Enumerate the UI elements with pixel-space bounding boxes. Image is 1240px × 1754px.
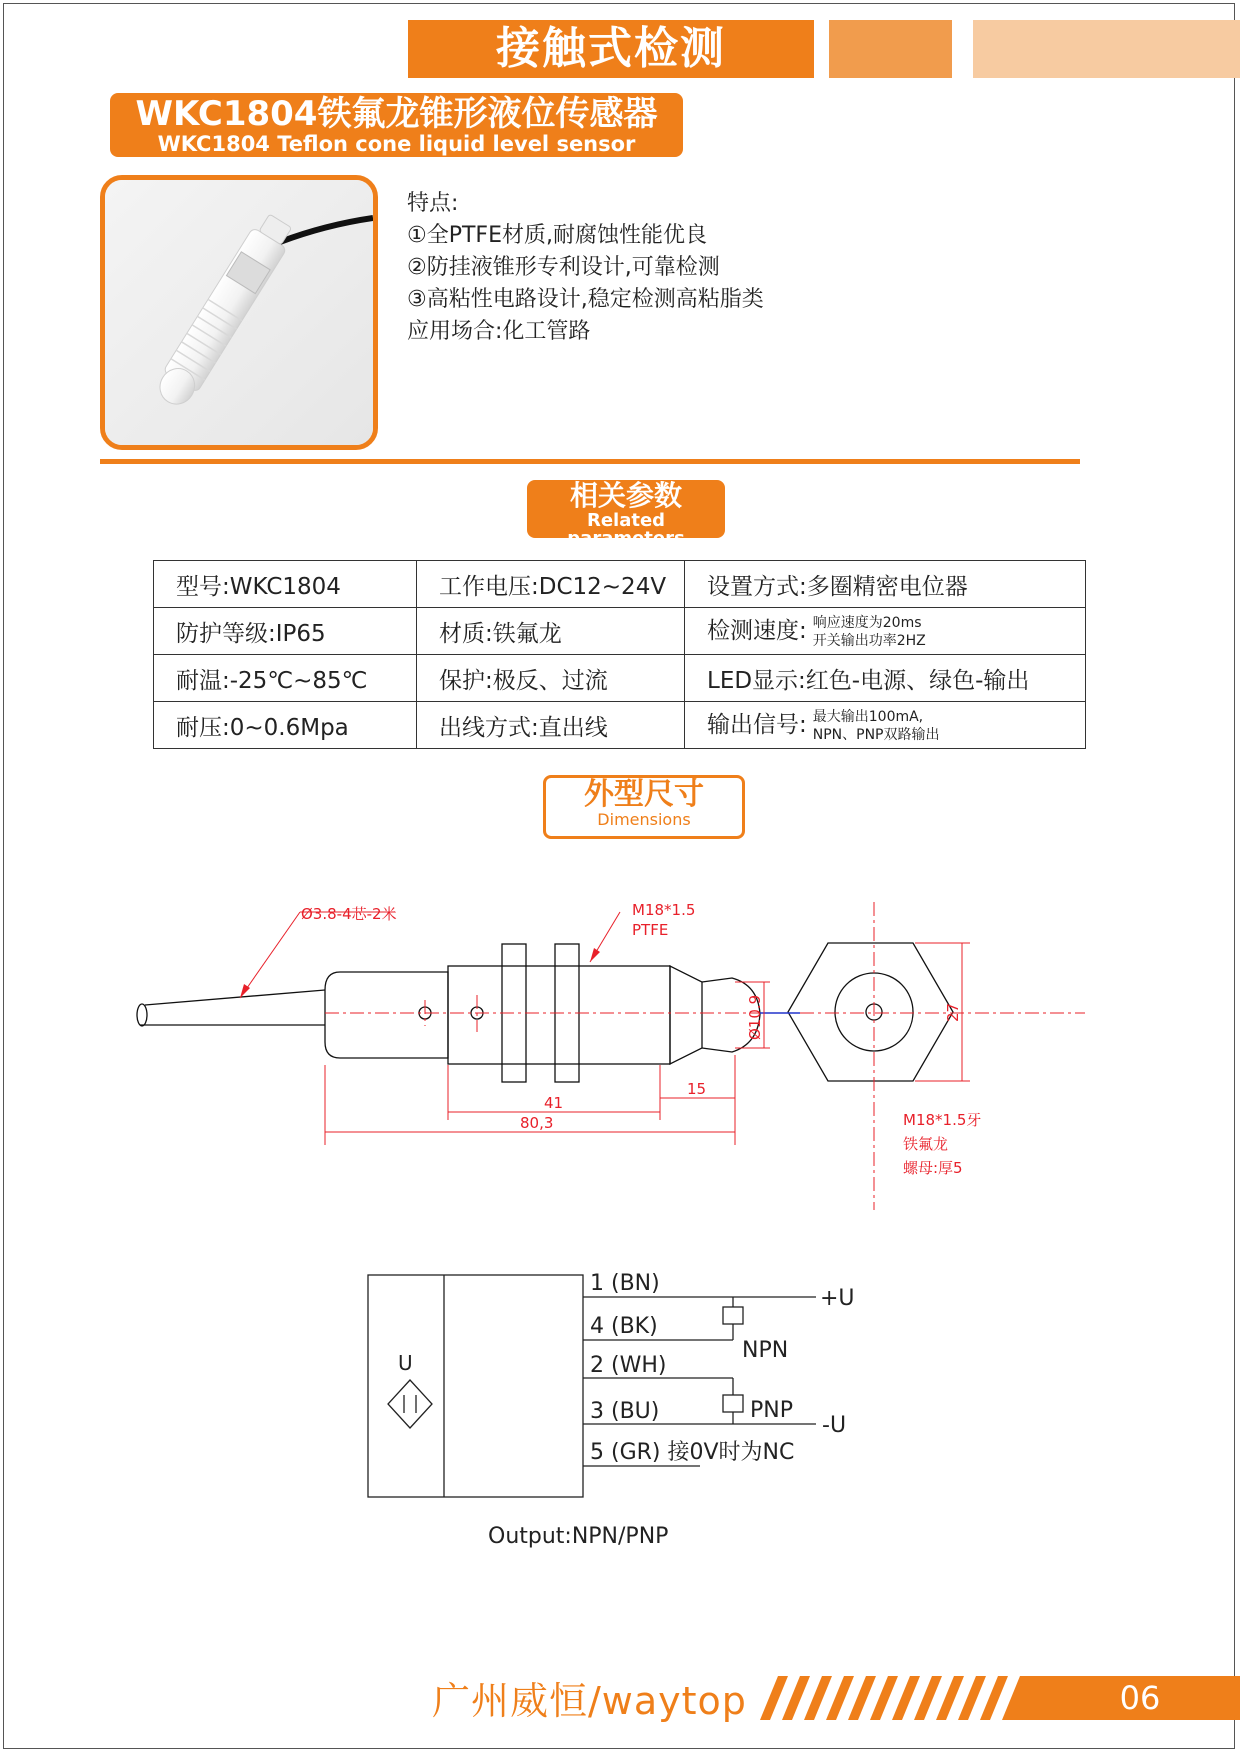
- dim-15: 15: [687, 1080, 707, 1098]
- footer-stripes: [748, 1676, 1040, 1720]
- table-cell: 耐温:-25℃~85℃: [154, 655, 417, 702]
- dims-heading-cn: 外型尺寸: [584, 777, 704, 812]
- cell-detail-line: 响应速度为20ms: [812, 614, 922, 631]
- features-heading: 特点:: [407, 191, 459, 216]
- params-heading-cn: 相关参数: [569, 479, 682, 512]
- cell-detail: [813, 614, 926, 650]
- dim-dia: Ø10.9: [746, 994, 764, 1040]
- nut-thickness-label: 螺母:厚5: [903, 1159, 963, 1177]
- pin-3-label: 3 (BU): [590, 1399, 660, 1424]
- table-cell: 耐压:0~0.6Mpa: [154, 702, 417, 749]
- application-text: 应用场合:化工管路: [407, 319, 591, 344]
- params-section-heading: [527, 479, 725, 549]
- cell-label: 输出信号:: [707, 712, 807, 739]
- table-row: [154, 608, 1086, 655]
- table-cell: 保护:极反、过流: [417, 655, 685, 702]
- dim-80: 80,3: [520, 1114, 554, 1132]
- cell-detail-line: 最大输出100mA,: [812, 708, 924, 725]
- table-cell: LED显示:红色-电源、绿色-输出: [685, 655, 1086, 702]
- nut-material-label: 铁氟龙: [903, 1135, 949, 1153]
- footer-brand: 广州威恒/waytop: [432, 1679, 747, 1723]
- params-heading-en: Related parameters: [567, 510, 685, 549]
- params-table: [153, 560, 1086, 749]
- dim-41: 41: [544, 1094, 564, 1112]
- minus-u-label: -U: [822, 1413, 847, 1438]
- product-photo: [100, 175, 378, 450]
- features-block: [407, 188, 764, 348]
- table-cell: 设置方式:多圈精密电位器: [685, 561, 1086, 608]
- sensor-symbol: U: [398, 1351, 413, 1375]
- cell-label: 检测速度:: [707, 618, 807, 645]
- dim-27: 27: [944, 1002, 962, 1022]
- dims-section-heading: [543, 775, 745, 839]
- pin-4-label: 4 (BK): [590, 1314, 658, 1339]
- product-title-en: WKC1804 Teflon cone liquid level sensor: [157, 132, 636, 156]
- product-title-banner: [110, 93, 683, 157]
- header-accent-block: [829, 20, 952, 78]
- table-row: [154, 561, 1086, 608]
- table-cell: 防护等级:IP65: [154, 608, 417, 655]
- table-cell: 工作电压:DC12~24V: [417, 561, 685, 608]
- page-title: 接触式检测: [408, 20, 814, 78]
- plus-u-label: +U: [820, 1286, 855, 1311]
- product-title-cn: WKC1804铁氟龙锥形液位传感器: [135, 94, 658, 134]
- cable-label: Ø3.8-4芯-2米: [301, 905, 397, 923]
- dimension-drawing: [0, 880, 1240, 1220]
- table-row: [154, 655, 1086, 702]
- npn-label: NPN: [742, 1338, 789, 1363]
- feature-item: ②防挂液锥形专利设计,可靠检测: [407, 255, 720, 280]
- table-cell: [685, 702, 1086, 749]
- wiring-diagram: [0, 1260, 1240, 1560]
- table-cell: 出线方式:直出线: [417, 702, 685, 749]
- table-cell: 材质:铁氟龙: [417, 608, 685, 655]
- cell-detail-line: NPN、PNP双路输出: [812, 726, 940, 743]
- pin-2-label: 2 (WH): [590, 1353, 667, 1378]
- page-number: 06: [1119, 1679, 1161, 1717]
- nut-thread-label: M18*1.5牙: [903, 1111, 982, 1129]
- header-light-block: [973, 20, 1240, 78]
- sensor-photo-illustration: [105, 180, 373, 445]
- feature-item: ①全PTFE材质,耐腐蚀性能优良: [407, 223, 707, 248]
- dims-heading-en: Dimensions: [597, 810, 691, 829]
- table-cell: [685, 608, 1086, 655]
- pnp-label: PNP: [750, 1398, 793, 1423]
- table-row: [154, 702, 1086, 749]
- output-label: Output:NPN/PNP: [488, 1524, 669, 1549]
- table-cell: 型号:WKC1804: [154, 561, 417, 608]
- material-label: PTFE: [632, 921, 669, 939]
- feature-item: ③高粘性电路设计,稳定检测高粘脂类: [407, 287, 764, 312]
- pin-5-label: 5 (GR) 接0V时为NC: [590, 1440, 795, 1465]
- cell-detail: [813, 708, 940, 744]
- thread-label: M18*1.5: [632, 901, 696, 919]
- cell-detail-line: 开关输出功率2HZ: [812, 632, 926, 649]
- pin-1-label: 1 (BN): [590, 1271, 660, 1296]
- section-divider: [100, 459, 1080, 464]
